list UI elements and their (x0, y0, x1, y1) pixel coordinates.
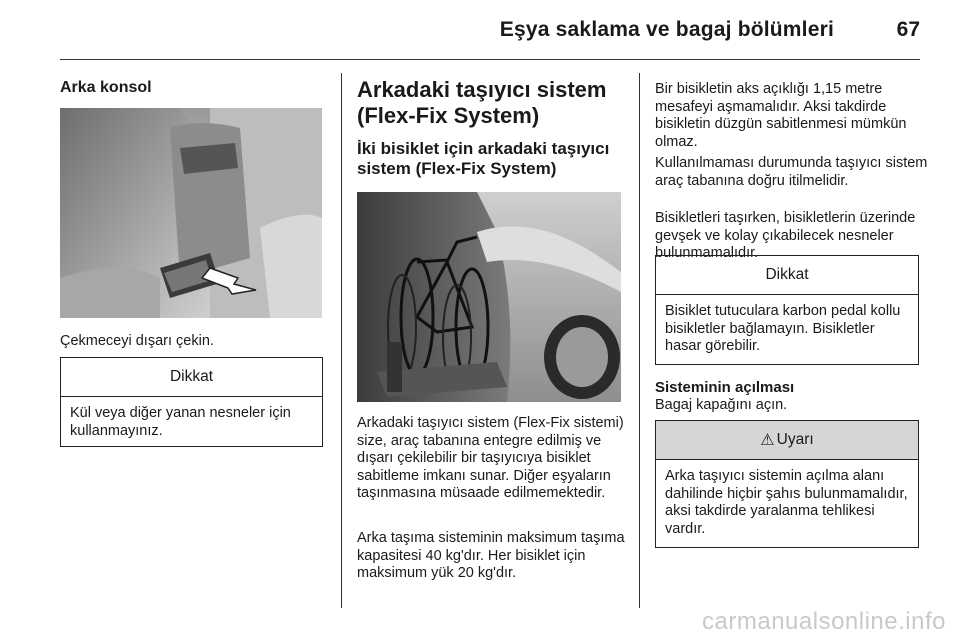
bike-carrier-illustration (357, 192, 621, 402)
notice-text-right: Bisiklet tutuculara karbon pedal kollu bisikletler bağlamayın. Bisikletler hasar görebilir. (665, 303, 901, 354)
axle-distance-text: Bir bisikletin aks açıklığı 1,15 metre mesafeyi aşmamalıdır. Aksi takdirde bisikletin düzgün sabitlenmesi mümkün olmaz. (655, 81, 907, 150)
column-divider-1 (341, 73, 342, 608)
subheading-opening: Sisteminin açılması (655, 379, 795, 396)
section-heading-arka-konsol: Arka konsol (60, 79, 152, 96)
subheading-two-bikes: İki bisiklet için arkadaki taşıyıcı sistem (Flex-Fix System) (357, 139, 610, 178)
header-divider (60, 59, 920, 60)
warning-triangle-icon: ⚠ (760, 432, 775, 449)
notice-title-right: Dikkat (656, 256, 918, 295)
rear-console-illustration (60, 108, 322, 318)
warning-text: Arka taşıyıcı sistemin açılma alanı dahilinde hiçbir şahıs bulunmamalıdır, aksi takdirde yaralanma tehlikesi vardır. (665, 468, 908, 537)
rear-console-image (60, 108, 322, 318)
warning-header (656, 421, 918, 460)
page-header-title: Eşya saklama ve bagaj bölümleri (499, 18, 834, 41)
carrier-description: Arkadaki taşıyıcı sistem (Flex-Fix sistemi) size, araç tabanına entegre edilmiş ve dışarı çekilebilir bir taşıyıcıya bisiklet sabitleme imkanı sunar. Diğer eşyaların taşınmasına müsaade edilmemektedir. (357, 415, 624, 501)
loose-objects-text: Bisikletleri taşırken, bisikletlerin üzerinde gevşek ve kolay çıkabilecek nesneler bulunmamalıdır. (655, 210, 916, 261)
carrier-capacity: Arka taşıma sisteminin maksimum taşıma kapasitesi 40 kg'dır. Her bisiklet için maksimum yük 20 kg'dır. (357, 530, 625, 581)
watermark: carmanualsonline.info (702, 608, 946, 635)
notice-box-left (60, 357, 323, 447)
notice-text-left: Kül veya diğer yanan nesneler için kullanmayınız. (70, 405, 291, 439)
section-heading-flex-fix: Arkadaki taşıyıcı sistem (Flex-Fix System) (357, 77, 607, 128)
drawer-caption: Çekmeceyi dışarı çekin. (60, 333, 214, 349)
notice-box-right (655, 255, 919, 365)
open-tailgate-text: Bagaj kapağını açın. (655, 397, 788, 413)
column-divider-2 (639, 73, 640, 608)
push-in-text: Kullanılmaması durumunda taşıyıcı sistem araç tabanına doğru itilmelidir. (655, 155, 928, 189)
page-number: 67 (896, 18, 920, 41)
warning-title: Uyarı (776, 431, 814, 448)
notice-title-left: Dikkat (61, 358, 322, 397)
bike-carrier-image (357, 192, 621, 402)
warning-box (655, 420, 919, 548)
